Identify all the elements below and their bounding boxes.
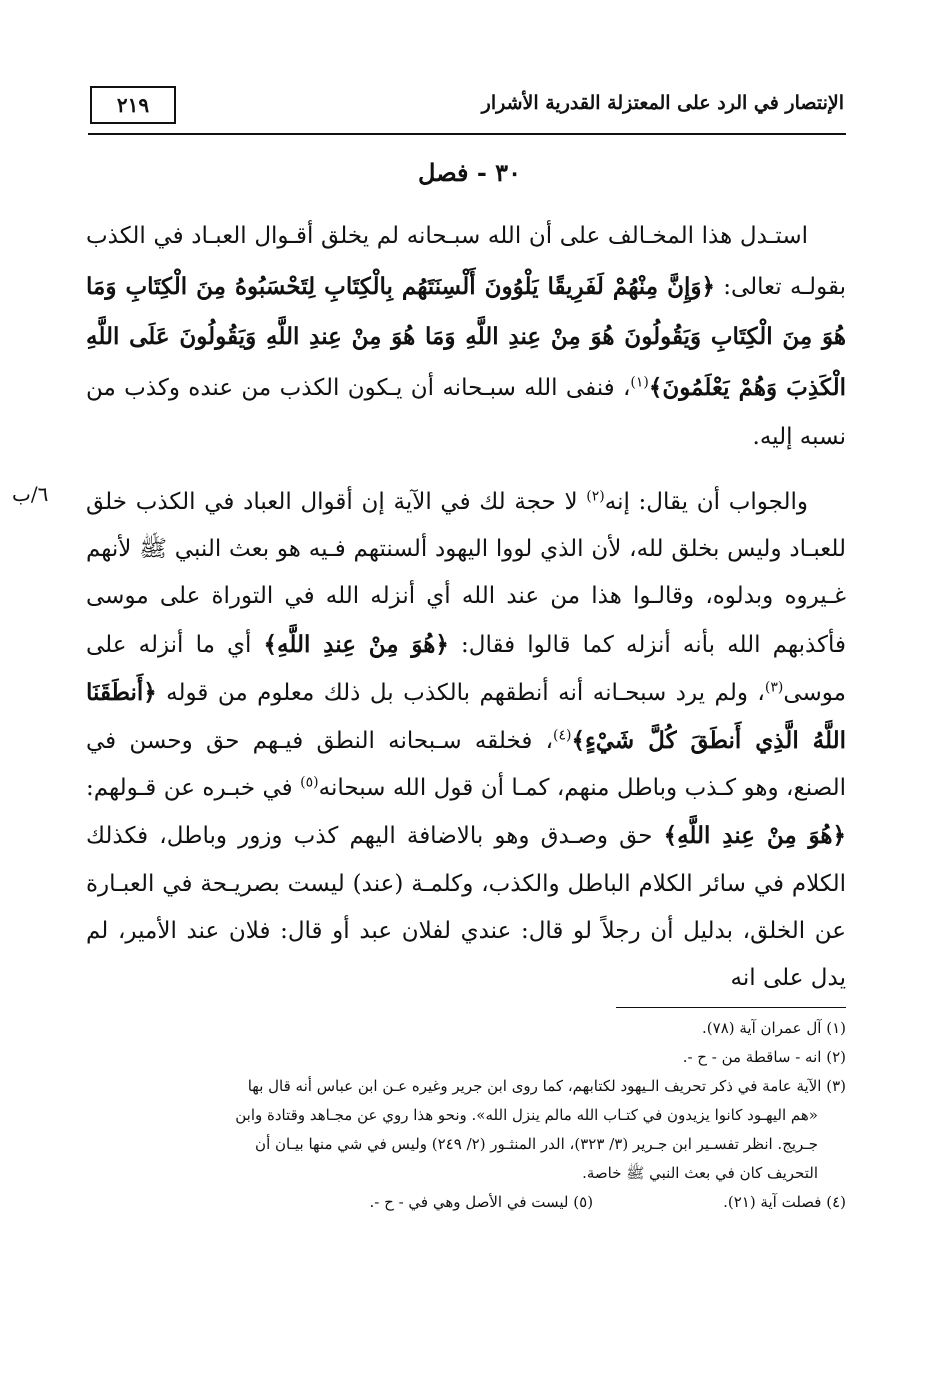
quran-verse-3: ﴿أَنطَقَنَا اللَّهُ الَّذِي أَنطَقَ كُلَّ شَيْءٍ﴾	[86, 678, 846, 755]
footnotes	[88, 1014, 846, 1217]
footnote-3-line-3: جـريج. انظر تفسـير ابن جـرير (٣/ ٣٢٣)، الدر المنثـور (٢/ ٢٤٩) وليس في شي منها بيـان أن	[255, 1135, 818, 1153]
paragraph-1-text-2: ، فنفى الله سبـحانه أن يـكون الكذب من عنده وكذب من نسبه إليه.	[86, 374, 846, 450]
footnote-2: (٢) انه - ساقطة من - ح -.	[682, 1048, 846, 1066]
quran-verse-1: ﴿وَإِنَّ مِنْهُمْ لَفَرِيقًا يَلْوُونَ أَلْسِنَتَهُم بِالْكِتَابِ لِتَحْسَبُوهُ مِنَ الْكِتَابِ وَمَا هُوَ مِنَ الْكِتَابِ وَيَقُولُونَ هُوَ مِنْ عِندِ اللَّهِ وَمَا هُوَ مِنْ عِندِ اللَّهِ وَيَقُولُونَ عَلَى اللَّهِ الْكَذِبَ وَهُمْ يَعْلَمُونَ﴾	[86, 272, 846, 401]
page-number: ٢١٩	[90, 86, 176, 124]
section-title: ٣٠ - فصل	[418, 158, 521, 187]
paragraph-2-text-6: في خبـره عن قـولهم:	[86, 775, 301, 802]
paragraph-2-text-3: أي ما أنزله على موسى	[86, 631, 846, 706]
quran-verse-4: ﴿هُوَ مِنْ عِندِ اللَّهِ﴾	[663, 822, 846, 850]
paragraph-2-text-5: ، فخلقه سـبحانه النطق فيـهم حق وحسن في الصنع، وهو كـذب وباطل منهم، كمـا أن قول الله سبحانه	[86, 728, 846, 802]
footnote-5: (٥) ليست في الأصل وهي في - ح -.	[369, 1193, 594, 1211]
margin-folio-note: ٦/ب	[12, 482, 49, 506]
paragraph-2-text-2: لا حجة لك في الآية إن أقوال العباد في الكذب خلق للعبـاد وليس بخلق لله، لأن الذي لووا اليهود ألسنتهم فـيه هو بعث النبي ﷺ لأنهم غـيروه وبدلوه، وقالـوا هذا من عند الله أي أنزله الله في التوراة على موسى فأكذبهم الله بأنه أنزله كما قالوا فقال:	[86, 489, 846, 658]
footnote-ref-5: (٥)	[300, 774, 319, 791]
footnote-ref-3: (٣)	[764, 679, 784, 696]
paragraph-2-text-7: حق وصـدق وهو بالاضافة اليهم كذب وزور وباطل، فكذلك الكلام في سائر الكلام الباطل والكذب، وكلمـة (عند) ليست بصريـحة في العبـارة عن الخلق، بدليل أن رجلاً لو قال: عندي لفلان عبد أو قال: فلان عند الأمير، لم يدل على انه	[86, 823, 846, 992]
paragraph-1	[86, 212, 846, 463]
footnote-rule	[616, 1007, 846, 1008]
footnote-3-line-1: (٣) الآية عامة في ذكر تحريف الـيهود لكتابهم، كما روى ابن جرير وغيره عـن ابن عباس أنه قال بها	[247, 1077, 846, 1095]
footnote-ref-4: (٤)	[553, 727, 572, 744]
footnote-3-line-2: «هم اليهـود كانوا يزيدون في كتـاب الله مالم ينزل الله». ونحو هذا روي عن مجـاهد وقتادة وابن	[235, 1106, 818, 1124]
footnote-ref-2: (٢)	[586, 488, 605, 505]
running-header-title: الإنتصار في الرد على المعتزلة القدرية الأشرار	[481, 92, 844, 114]
footnote-3-line-4: التحريف كان في بعث النبي ﷺ خاصة.	[582, 1164, 818, 1182]
paragraph-2	[86, 479, 846, 1002]
paragraph-2-text-4: ، ولم يرد سبحـانه أنه أنطقهم بالكذب بل ذلك معلوم من قوله	[156, 679, 765, 706]
header-rule	[88, 133, 846, 135]
paragraph-2-text-1: والجواب أن يقال: إنه	[604, 489, 808, 515]
paragraph-1-text-1: استـدل هذا المخـالف على أن الله سبـحانه لم يخلق أقـوال العبـاد في الكذب بقولـه تعالى:	[86, 223, 846, 300]
footnote-1: (١) آل عمران آية (٧٨).	[702, 1019, 846, 1037]
quran-verse-2: ﴿هُوَ مِنْ عِندِ اللَّهِ﴾	[263, 630, 449, 658]
footnote-row-4-5	[88, 1188, 846, 1217]
footnote-4: (٤) فصلت آية (٢١).	[723, 1193, 846, 1211]
footnote-ref-1: (١)	[630, 373, 649, 390]
